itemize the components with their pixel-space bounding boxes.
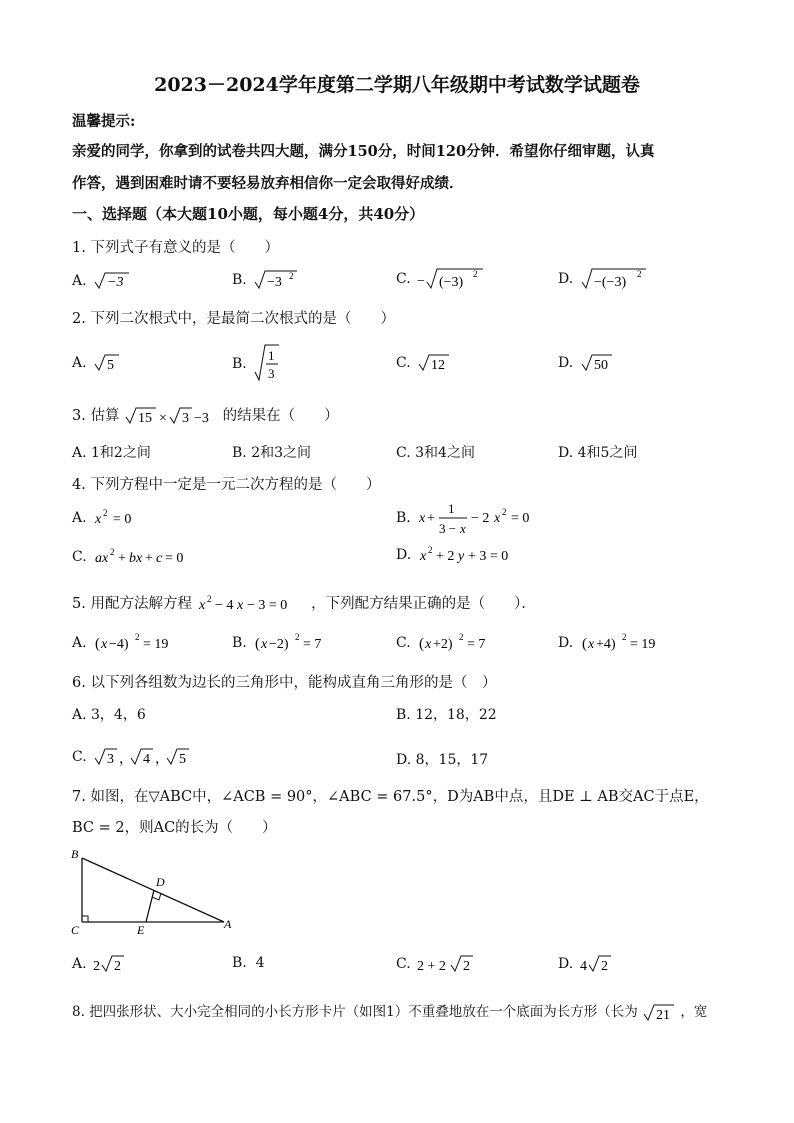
option-text: 3，4，6 [91,707,146,723]
option-label: D. [396,547,412,563]
svg-text:= 7: = 7 [303,637,322,652]
svg-text:+2): +2) [433,637,453,652]
svg-text:15: 15 [138,411,153,426]
q7-c-expr [415,953,477,975]
svg-text:x: x [494,511,501,526]
svg-text:2: 2 [135,632,140,642]
option-label: D. [558,271,574,287]
svg-text:+ 3 = 0: + 3 = 0 [467,549,508,564]
svg-text:= 0: = 0 [511,511,530,526]
q7-a-expr [91,953,131,975]
q5-c-expr [415,632,505,654]
option-text: 4和5之间 [577,445,638,461]
q5-b-expr [251,632,341,654]
svg-text:+: + [427,511,436,526]
option-label: C. [72,549,87,565]
label-d: D [156,875,165,889]
svg-text:ax: ax [95,551,109,566]
svg-text:2: 2 [463,959,471,974]
option-text: 4 [255,955,265,971]
svg-text:2 + 2: 2 + 2 [417,959,447,974]
svg-text:= 19: = 19 [629,637,656,652]
q5-option-d [558,632,678,654]
svg-text:2: 2 [289,271,294,281]
q1-d-expr [578,266,648,292]
svg-text:+: + [145,551,154,566]
question-5-stem [72,592,536,614]
svg-text:= 0: = 0 [165,551,184,566]
segment-de [146,890,154,922]
svg-text:3: 3 [107,752,115,767]
option-label: B. [232,635,247,651]
option-label: C. [396,271,411,287]
option-label: D. [558,355,574,371]
svg-text:×: × [159,411,167,426]
svg-text:bx: bx [129,551,143,566]
q5-a-expr [91,632,181,654]
option-label: C. [396,355,411,371]
q2-a-expr [91,352,121,374]
svg-text:2: 2 [600,959,608,974]
q8-stem-text: 8. 把四张形状、大小完全相同的小长方形卡片（如图1）不重叠地放在一个底面为长方形（长为 [72,1004,638,1020]
q2-option-b [232,342,281,386]
q1-option-c [396,266,485,292]
option-label: C. [396,635,411,651]
q3-option-a [72,442,151,462]
svg-text:2: 2 [206,594,212,604]
question-3-stem [72,404,339,427]
option-label: D. [558,445,574,461]
svg-text:2: 2 [103,508,108,518]
option-label: C. [396,445,411,461]
svg-text:y: y [457,549,464,564]
option-label: D. [558,956,574,972]
label-a: A [224,917,232,931]
q5-stem-pre: 5. 用配方法解方程 [72,596,192,612]
svg-text:x: x [425,637,432,652]
svg-text:12: 12 [431,358,446,373]
q4-c-expr [91,547,201,567]
q6-option-b [396,704,497,724]
q6-option-d [396,749,488,769]
q1-option-a [72,270,131,292]
svg-text:− 3 = 0: − 3 = 0 [246,598,287,613]
option-label: A. [72,355,87,371]
svg-text:2: 2 [93,959,101,974]
option-label: B. [232,272,247,288]
svg-text:2: 2 [621,632,627,642]
svg-text:，: ， [119,752,134,767]
svg-text:2: 2 [459,632,464,642]
svg-text:= 7: = 7 [467,637,486,652]
svg-text:2: 2 [636,269,642,279]
option-text: 3和4之间 [415,445,475,461]
q7-option-b [232,955,265,971]
q5-option-b [232,632,341,654]
q1-option-b [232,268,299,292]
q7-option-a [72,953,131,975]
q3-option-d [558,442,637,462]
q4-option-d [396,545,526,565]
q6-option-a [72,704,146,724]
option-label: A. [72,635,87,651]
q8-stem-post: ，宽 [680,1004,708,1020]
option-label: A. [72,956,87,972]
right-angle-c [82,916,88,922]
q7-d-expr [578,953,618,975]
tips-line-2: 作答，遇到困难时请不要轻易放弃相信你一定会取得好成绩． [72,175,464,192]
svg-text:1: 1 [448,501,455,516]
q3-option-c [396,442,475,462]
q5-option-c [396,632,505,654]
svg-text:，: ， [155,752,170,767]
option-label: C. [396,956,411,972]
svg-text:1: 1 [268,348,275,363]
svg-text:+ 2: + 2 [435,549,455,564]
question-6-stem: 6. 以下列各组数为边长的三角形中，能构成直角三角形的是（ ） [72,675,497,691]
svg-text:3: 3 [268,366,275,381]
q8-stem-expr [642,1002,676,1024]
svg-text:−: − [417,274,426,289]
svg-text:5: 5 [107,358,115,373]
q1-a-expr [91,270,131,292]
q3-stem-expr [124,405,218,427]
q7-triangle-figure [68,846,248,936]
svg-text:50: 50 [593,358,608,373]
tips-label: 温馨提示: [72,113,136,130]
option-label: A. [72,707,87,723]
q3-stem-pre: 3. 估算 [72,408,120,424]
q1-b-expr [251,268,299,292]
svg-text:(: ( [255,636,261,652]
q4-option-a [72,508,151,528]
q7-option-c [396,953,477,975]
svg-text:2: 2 [114,959,122,974]
q6-c-expr [91,746,201,768]
label-c: C [71,923,80,936]
q4-option-c [72,547,201,567]
svg-text:(: ( [95,636,101,652]
option-label: B. [396,510,411,526]
q7-option-d [558,953,618,975]
option-label: A. [72,273,87,289]
q5-stem-expr [197,594,307,614]
svg-text:−3: −3 [194,411,209,426]
svg-text:2: 2 [473,269,478,279]
option-label: B. [232,445,247,461]
question-4-stem: 4. 下列方程中一定是一元二次方程的是（ ） [72,477,381,493]
option-text: 2和3之间 [251,445,312,461]
label-e: E [137,923,145,936]
svg-text:x: x [95,512,102,527]
svg-text:(: ( [419,636,425,652]
q6-option-c [72,746,201,768]
q4-option-b [396,498,545,538]
svg-text:= 19: = 19 [143,637,169,652]
label-b: B [71,847,79,861]
option-text: 8，15，17 [415,752,489,768]
option-label: B. [232,955,247,971]
svg-text:−(−3): −(−3) [593,275,626,290]
q1-option-d [558,266,648,292]
svg-text:−3: −3 [107,275,124,290]
q2-c-expr [415,352,451,374]
q4-a-expr [91,508,151,528]
q5-stem-post: ，下列配方结果正确的是（ ）． [311,596,536,612]
question-8-stem [72,1000,707,1024]
svg-text:x: x [419,549,426,564]
svg-text:− 4: − 4 [214,598,233,613]
q2-option-c [396,352,451,374]
svg-text:4: 4 [143,752,151,767]
svg-text:2: 2 [502,507,507,517]
option-label: A. [72,510,87,526]
section-1-header: 一、选择题（本大题10小题，每小题4分，共40分） [72,205,425,223]
svg-text:x: x [236,598,243,613]
svg-text:3: 3 [182,411,190,426]
q2-d-expr [578,352,614,374]
svg-text:+4): +4) [595,637,616,652]
svg-text:5: 5 [179,752,187,767]
question-2-stem: 2. 下列二次根式中，是最简二次根式的是（ ） [72,311,395,327]
option-label: B. [396,707,411,723]
q2-option-a [72,352,121,374]
svg-text:21: 21 [656,1007,671,1023]
option-label: D. [558,635,574,651]
side-ab [82,858,224,922]
svg-text:−4): −4) [109,637,129,652]
svg-text:x: x [101,637,108,652]
svg-text:3 −: 3 − [439,521,457,536]
svg-text:x: x [587,637,594,652]
option-label: D. [396,752,412,768]
q3-option-b [232,442,311,462]
question-7-stem-line-1: 7. 如图，在▽ABC中，∠ACB = 90°，∠ABC = 67.5°，D为AB中点，且DE ⊥ AB交AC于点E， [72,789,709,805]
option-label: A. [72,445,87,461]
option-text: 12，18，22 [415,707,497,723]
svg-text:(: ( [581,636,587,652]
svg-text:4: 4 [579,959,587,974]
q1-c-expr [415,266,485,292]
page-title: 2023－2024学年度第二学期八年级期中考试数学试题卷 [154,74,640,96]
option-text: 1和2之间 [91,445,151,461]
svg-text:x: x [419,511,426,526]
svg-text:+: + [118,551,127,566]
svg-text:= 0: = 0 [113,512,132,527]
q2-option-d [558,352,614,374]
question-1-stem: 1. 下列式子有意义的是（ ） [72,240,279,256]
svg-text:2: 2 [110,547,115,557]
svg-text:2: 2 [427,545,433,555]
q2-b-expr [251,342,281,386]
q5-option-a [72,632,181,654]
tips-line-1: 亲爱的同学，你拿到的试卷共四大题，满分150分，时间120分钟．希望你仔细审题，认真 [72,143,655,160]
svg-text:−3: −3 [267,275,283,290]
question-7-stem-line-2: BC = 2，则AC的长为（ ） [72,820,277,836]
q4-d-expr [416,545,526,565]
svg-text:− 2: − 2 [471,511,490,526]
svg-text:c: c [156,551,163,566]
svg-text:(−3): (−3) [439,275,464,290]
svg-text:x: x [460,521,466,536]
q5-d-expr [578,632,678,654]
svg-text:x: x [198,598,205,613]
option-label: C. [72,749,87,765]
svg-text:−2): −2) [269,637,289,652]
svg-text:x: x [261,637,268,652]
option-label: B. [232,356,247,372]
q3-stem-post: 的结果在（ ） [222,408,339,424]
q4-b-expr [415,498,545,538]
svg-text:2: 2 [295,632,300,642]
